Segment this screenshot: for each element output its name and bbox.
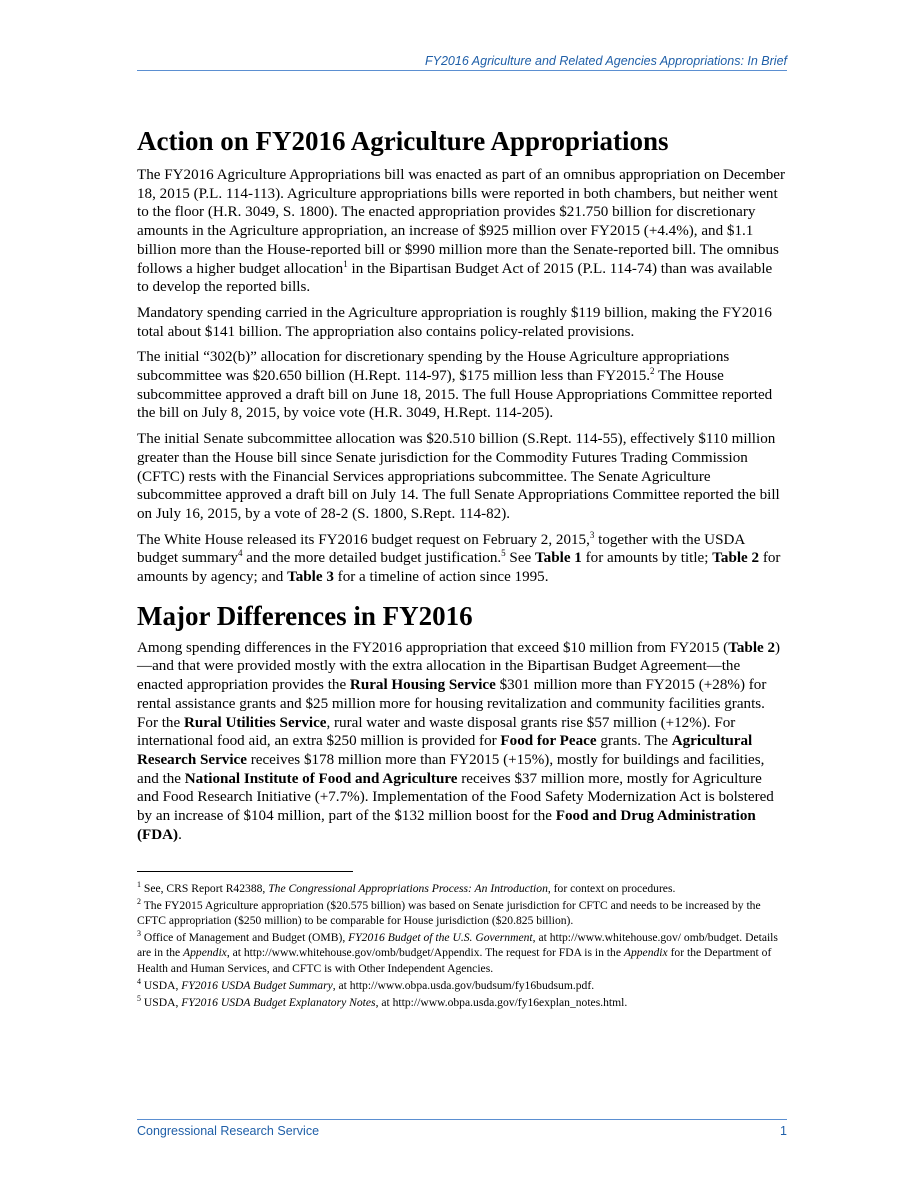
text-run: USDA, <box>141 978 182 992</box>
text-run: The FY2016 Agriculture Appropriations bill was enacted as part of an omnibus appropriation on December 18, 2015 (P.L. 114-113). Agriculture appropriations bills were reported in both chambers, but neither went to the floor (H.R. 3049, S. 1800). The enacted appropriation provides $21.750 billion for discretionary amounts in the Agriculture appropriation, an increase of $925 million over FY2015 (+4.4%), and $1.1 billion more than the House-reported bill or $990 million more than the Senate-reported bill. The omnibus follows a higher budget allocation <box>137 167 786 277</box>
bold-term: Rural Utilities Service <box>183 714 327 731</box>
header-rule <box>137 70 787 71</box>
text-run: )—and that were provided mostly with the extra allocation in the Bipartisan Budget Agreement—the enacted appropriation provides the <box>137 639 781 694</box>
footnote-rule <box>137 871 353 872</box>
italic-title: The Congressional Appropriations Process: An Introduction <box>268 881 548 895</box>
italic-title: Appendix <box>623 946 668 960</box>
footnote-number: 3 <box>137 929 141 939</box>
text-run: together with the USDA budget summary <box>137 531 745 567</box>
text-run: for amounts by agency; and <box>137 550 781 586</box>
page-number: 1 <box>780 1124 787 1138</box>
italic-title: FY2016 USDA Budget Explanatory Notes <box>181 995 376 1009</box>
footnote-ref-2[interactable]: 2 <box>650 366 655 376</box>
text-run: USDA, <box>141 995 182 1009</box>
text-run: The White House released its FY2016 budget request on February 2, 2015, <box>137 531 590 548</box>
italic-title: FY2016 Budget of the U.S. Government <box>348 931 533 945</box>
footnote-4 <box>137 978 787 993</box>
section-title-major-differences: Major Differences in FY2016 <box>137 600 473 631</box>
paragraph <box>137 166 787 297</box>
footnote-number: 5 <box>137 994 141 1004</box>
paragraph <box>137 639 787 845</box>
page-content <box>137 124 787 1012</box>
table-1-reference[interactable]: Table 1 <box>535 550 582 567</box>
italic-title: Appendix <box>183 946 227 960</box>
text-run: , rural water and waste disposal grants rise $57 million (+12%). For international food aid, an extra $250 million is provided for <box>137 714 736 750</box>
running-header: FY2016 Agriculture and Related Agencies Appropriations: In Brief <box>424 54 787 68</box>
footnote-2 <box>137 898 787 928</box>
text-run: grants. The <box>596 733 672 750</box>
text-run: The initial “302(b)” allocation for discretionary spending by the House Agriculture appropriations subcommittee was $20.650 billion (H.Rept. 114-97), $175 million less than FY2015. <box>137 349 730 385</box>
bold-term: Food and Drug Administration (FDA) <box>137 808 756 843</box>
paragraph <box>137 531 787 587</box>
text-run[interactable]: , at http://www.whitehouse.gov/ omb/budget. Details are in the <box>137 931 778 960</box>
footnote-ref-4[interactable]: 4 <box>238 548 243 559</box>
bold-term: Food for Peace <box>500 733 597 750</box>
footnote-ref-3[interactable]: 3 <box>589 529 595 540</box>
text-run: for amounts by title; <box>581 550 713 567</box>
footnote-ref-5[interactable]: 5 <box>501 548 506 559</box>
bold-term: National Institute of Food and Agriculture <box>184 770 458 787</box>
link-text[interactable]: , at http://www.obpa.usda.gov/fy16explan_notes.html. <box>375 995 628 1009</box>
footnote-number: 2 <box>137 896 141 906</box>
italic-title: FY2016 USDA Budget Summary <box>181 978 333 992</box>
text-run: Office of Management and Budget (OMB), <box>141 931 349 945</box>
link-text[interactable]: , at http://www.obpa.usda.gov/budsum/fy16budsum.pdf. <box>332 978 595 992</box>
text-run: in the Bipartisan Budget Act of 2015 (P.L. 114-74) than was available to develop the reported bills. <box>137 260 773 296</box>
text-run: . <box>178 826 182 843</box>
footnote-number: 4 <box>137 976 141 986</box>
section-title-action: Action on FY2016 Agriculture Appropriations <box>137 126 669 156</box>
paragraph: Mandatory spending carried in the Agriculture appropriation is roughly $119 billion, making the FY2016 total about $141 billion. The appropriation also contains policy-related provisions. <box>137 304 772 340</box>
text-run: Among spending differences in the FY2016 appropriation that exceed $10 million from FY2015 ( <box>137 639 729 656</box>
footnote-5 <box>137 995 787 1010</box>
footnote-ref-1[interactable]: 1 <box>343 258 348 269</box>
footnote-1 <box>137 881 787 896</box>
text-run: and the more detailed budget justification. <box>242 550 502 567</box>
footer-publisher: Congressional Research Service <box>137 1124 320 1138</box>
text-run: for the Department of Health and Human Services, and CFTC is with Other Independent Agencies. <box>137 946 772 975</box>
text-run: The House subcommittee approved a draft bill on June 18, 2015. The full House Appropriations Committee reported the bill on July 8, 2015, by voice vote (H.R. 3049, H.Rept. 114-205). <box>137 368 773 422</box>
footer-rule <box>137 1119 787 1120</box>
text-run: The FY2015 Agriculture appropriation ($20.575 billion) was based on Senate jurisdiction for CFTC and needs to be increased by the CFTC appropriation ($250 million) to be comparable for House jurisdiction ($20.825 billion). <box>137 898 761 927</box>
table-2-reference[interactable]: Table 2 <box>712 550 760 567</box>
bold-term: Rural Housing Service <box>349 677 496 694</box>
paragraph <box>137 348 787 423</box>
table-3-reference[interactable]: Table 3 <box>287 569 334 586</box>
footnote-3 <box>137 930 787 976</box>
text-run: $301 million more than FY2015 (+28%) for rental assistance grants and $25 million more for housing revitalization and community facilities grants. For the <box>137 677 767 731</box>
text-run: See <box>505 550 535 567</box>
table-2-reference[interactable]: Table 2 <box>728 639 776 656</box>
text-run: receives $37 million more, mostly for Agriculture and Food Research Initiative (+7.7%). Implementation of the Food Safety Modernization Act is bolstered by an increase of $104 million, part of the $132 million boost for the <box>137 770 774 825</box>
text-run: , for context on procedures. <box>547 881 676 895</box>
footnote-number: 1 <box>137 879 141 889</box>
text-run: receives $178 million more than FY2015 (+15%), mostly for buildings and facilities, and the <box>137 751 765 787</box>
text-run[interactable]: , at http://www.whitehouse.gov/omb/budget/Appendix. The request for FDA is in the <box>226 946 624 960</box>
text-run: for a timeline of action since 1995. <box>333 569 549 586</box>
paragraph: The initial Senate subcommittee allocation was $20.510 billion (S.Rept. 114-55), effectively $110 million greater than the House bill since Senate jurisdiction for the Commodity Futures Trading Commission (CFTC) rests with the Financial Services appropriations subcommittee. The Senate Agriculture subcommittee approved a draft bill on July 14. The full Senate Appropriations Committee reported the bill on July 16, 2015, by a vote of 28-2 (S. 1800, S.Rept. 114-82). <box>137 431 780 522</box>
bold-term: Agricultural Research Service <box>137 733 753 768</box>
text-run: See, CRS Report R42388, <box>141 881 269 895</box>
